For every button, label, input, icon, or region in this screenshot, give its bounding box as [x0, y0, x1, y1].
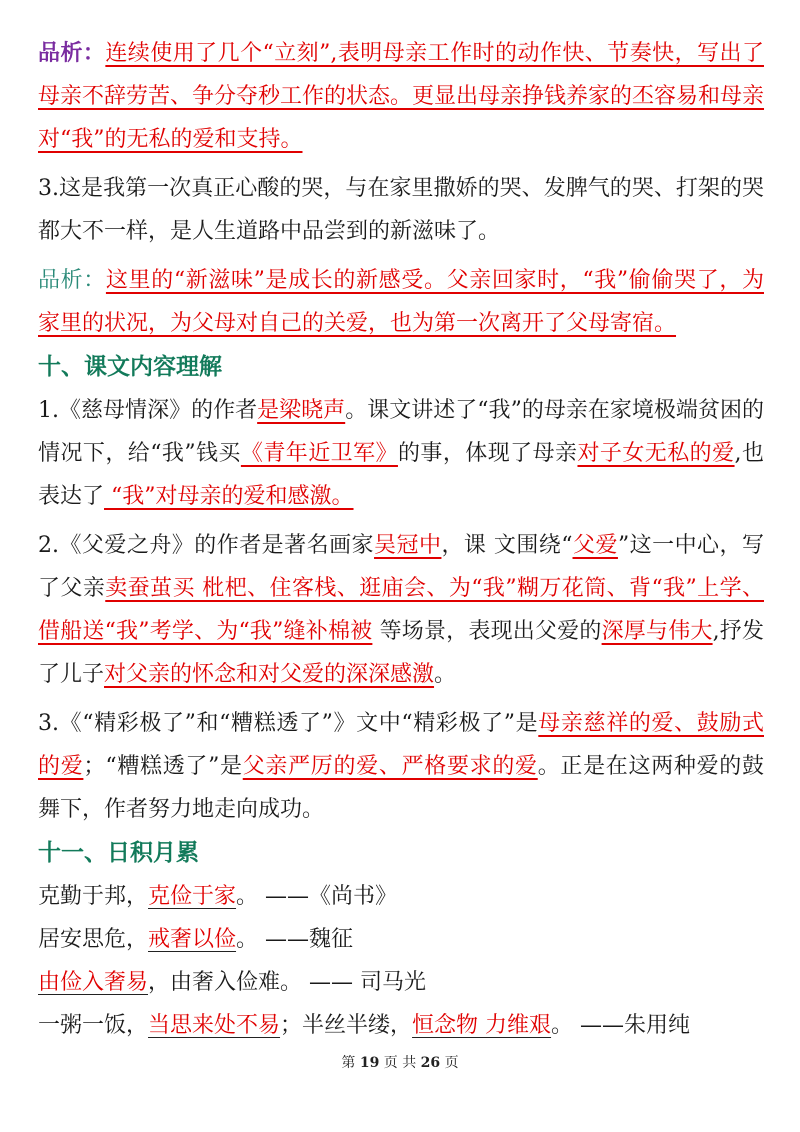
answer-blank: 深厚与伟大	[601, 619, 713, 644]
comprehension-item-3	[38, 702, 764, 831]
answer-blank: 由俭入奢易	[38, 970, 149, 995]
answer-blank: 恒念物 力维艰	[412, 1013, 552, 1038]
comprehension-item-2	[38, 524, 764, 696]
quote-line-4	[38, 1004, 764, 1047]
question-text: 。正是在这两种爱的鼓舞下，作者努力地走向成功。	[38, 754, 764, 822]
analysis-paragraph-2	[38, 259, 764, 345]
page-number: 19	[359, 1055, 380, 1071]
quote-source: 。 ——朱用纯	[551, 1013, 691, 1038]
answer-blank: 戒奢以俭	[148, 927, 237, 952]
answer-blank: 是梁晓声	[257, 398, 346, 423]
page-footer	[0, 1052, 800, 1072]
text-item-3: 3.这是我第一次真正心酸的哭，与在家里撒娇的哭、发脾气的哭、打架的哭都大不一样，是人生道路中品尝到的新滋味了。	[38, 176, 764, 244]
answer-blank: 吴冠中	[374, 533, 442, 558]
total-pages: 26	[420, 1055, 441, 1071]
footer-prefix: 第	[341, 1055, 360, 1071]
answer-blank: 对子女无私的爱	[577, 441, 735, 466]
answer-blank: 父亲严厉的爱、严格要求的爱	[242, 754, 538, 779]
answer-blank: “我”对母亲的爱和感激。	[104, 484, 354, 509]
question-text: 的事，体现了母亲	[397, 441, 578, 466]
section-heading-11: 十一、日积月累	[38, 840, 199, 866]
quote-line-2	[38, 918, 764, 961]
quote-line-1	[38, 875, 764, 918]
answer-blank: 对父亲的怀念和对父爱的深深感激	[104, 662, 435, 687]
quote-text: 居安思危，	[38, 927, 149, 952]
footer-suffix: 页	[440, 1055, 459, 1071]
quote-line-3	[38, 961, 764, 1004]
analysis-label: 品析：	[38, 268, 106, 293]
answer-blank: 卖蚕茧买 枇杷、住客栈、逛庙会、为“我”糊万花筒、背“我”上学、借船送“我”考学、为“我”缝补棉被	[38, 576, 764, 644]
quote-source: 。 ——魏征	[236, 927, 354, 952]
section-heading-10: 十、课文内容理解	[38, 354, 222, 380]
question-text: 等场景，表现出父爱的	[372, 619, 602, 644]
answer-blank: 克俭于家	[148, 884, 237, 909]
analysis-text: 连续使用了几个“立刻”,表明母亲工作时的动作快、节奏快，写出了母亲不辞劳苦、争分夺秒工作的状态。更显出母亲挣钱养家的丕容易和母亲对“我”的无私的爱和支持。	[38, 41, 765, 152]
quote-source: 。 ——《尚书》	[236, 884, 398, 909]
quote-text: 克勤于邦，	[38, 884, 149, 909]
question-text: ，课 文围绕“	[441, 533, 573, 558]
answer-blank: 当思来处不易	[148, 1013, 281, 1038]
question-text: 2.《父爱之舟》的作者是著名画家	[38, 533, 375, 558]
question-text: 3.《“精彩极了”和“糟糕透了”》文中“精彩极了”是	[38, 711, 539, 736]
document-page	[38, 32, 764, 1047]
analysis-text: 这里的“新滋味”是成长的新感受。父亲回家时，“我”偷偷哭了，为家里的状况，为父母对自己的关爱，也为第一次离开了父母寄宿。	[38, 268, 764, 336]
question-text: 1.《慈母情深》的作者	[38, 398, 258, 423]
answer-blank: 《青年近卫军》	[240, 441, 398, 466]
question-text: ,抒发了儿子	[38, 619, 764, 687]
question-text: 。	[434, 662, 457, 687]
quote-text: ；半丝半缕，	[280, 1013, 413, 1038]
analysis-paragraph-1	[38, 32, 764, 161]
question-text: 。课文讲述了“我”的母亲在家境极端贫困的情况下，给“我”钱买	[38, 398, 764, 466]
quote-text: 一粥一饭，	[38, 1013, 149, 1038]
analysis-label: 品析：	[38, 40, 106, 66]
answer-blank: 母亲慈祥的爱、鼓励式的爱	[38, 711, 764, 779]
footer-middle: 页 共	[379, 1055, 421, 1071]
question-text: ,也表达了	[38, 441, 764, 509]
quote-source: ，由奢入俭难。 —— 司马光	[148, 970, 427, 995]
answer-blank: 父爱	[572, 533, 618, 558]
question-text: ”这一中心，写了父亲	[38, 533, 764, 601]
question-text: ；“糟糕透了”是	[83, 754, 243, 779]
comprehension-item-1	[38, 389, 764, 518]
